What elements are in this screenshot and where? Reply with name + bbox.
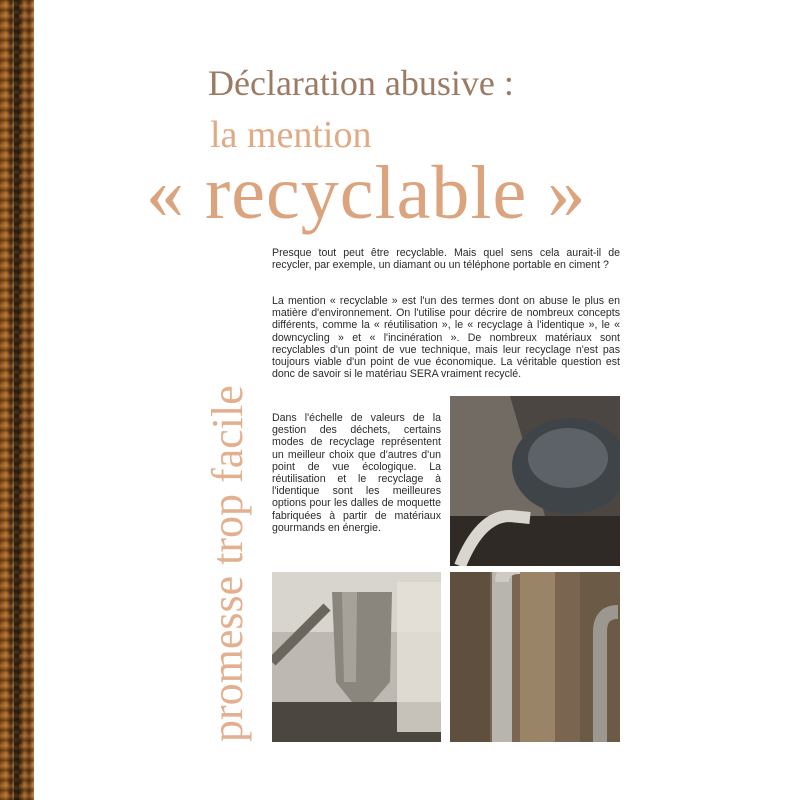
paragraph-waste-hierarchy: Dans l'échelle de valeurs de la gestion des déchets, certains modes de recyclage représentent un meilleur choix que d'autres d'un point de vue écologique. La réutilisation et le recyclage à l'identique sont les meilleures options pour les dalles de moquette fabriquées à partir de matériaux gourmands en énergie. — [272, 412, 441, 534]
heading-line-1: Déclaration abusive : — [208, 63, 514, 103]
heading-line-2: la mention — [210, 114, 372, 156]
paragraph-intro: Presque tout peut être recyclable. Mais quel sens cela aurait-il de recycler, par exemple, un diamant ou un téléphone portable en ciment ? — [272, 247, 620, 272]
heading-line-3: « recyclable » — [146, 151, 587, 235]
photo-cyclone-separator — [272, 572, 441, 742]
decorative-fiber-strip — [0, 0, 34, 800]
paragraph-body: La mention « recyclable » est l'un des termes dont on abuse le plus en matière d'environnement. On l'utilise pour décrire de nombreux concepts différents, comme la « réutilisation », le « recyclage à l'identique », le « downcycling » et « l'incinération ». De nombreux matériaux sont recyclables d'un point de vue technique, mais leur recyclage n'est pas toujours viable d'un point de vue économique. La véritable question est donc de savoir si le matériau SERA vraiment recyclé. — [272, 295, 620, 381]
photo-industrial-duct — [450, 396, 620, 566]
vertical-subtitle: promesse trop facile — [203, 385, 252, 742]
photo-factory-wall-pipes — [450, 572, 620, 742]
